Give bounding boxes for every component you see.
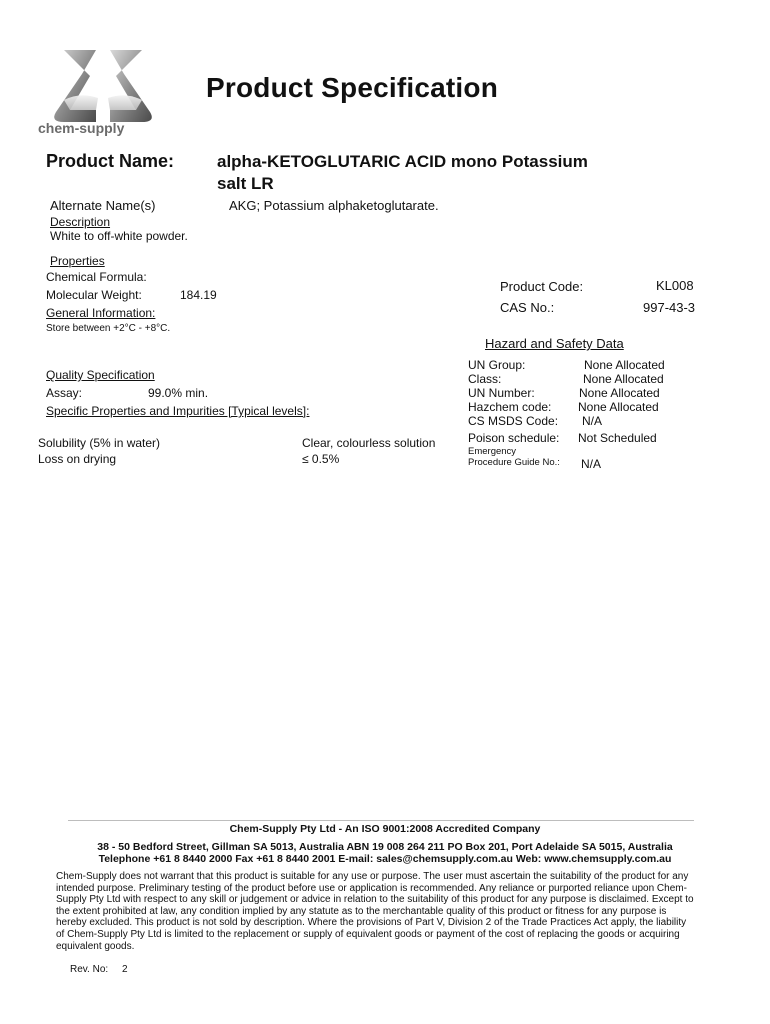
assay-value: 99.0% min. — [148, 386, 209, 400]
footer-disclaimer: Chem-Supply does not warrant that this product is suitable for any use or purpose. The user must ascertain the suitability of the product for any intended purpose. Preliminary testing of the product before use or application is recommended. Any reliance or purported reliance upon Chem-Supply Pty Ltd with respect to any skill or judgement or advice in relation to the suitability of this product for any purpose is disclaimed. Except to the extent prohibited at law, any condition implied by any statute as to the merchantable quality of this product or fitness for any purpose is hereby excluded. This product is not sold by description. Where the provisions of Part V, Division 2 of the Trade Practices Act apply, the liability of Chem-Supply Pty Ltd is limited to the replacement or supply of equivalent goods or payment of the cost of replacing the goods or acquiring equivalent goods. — [56, 871, 694, 952]
hazard-heading: Hazard and Safety Data — [485, 336, 624, 351]
chem-supply-logo — [34, 40, 174, 144]
alternate-names-value: AKG; Potassium alphaketoglutarate. — [229, 198, 439, 213]
cas-number-value: 997-43-3 — [643, 300, 696, 315]
hazard-row-label: Poison schedule: — [468, 431, 560, 445]
specific-properties-heading: Specific Properties and Impurities [Typical levels]: — [46, 404, 310, 418]
hazard-row-value: None Allocated — [584, 358, 665, 372]
molecular-weight-label: Molecular Weight: — [46, 288, 142, 302]
chemical-formula-label: Chemical Formula: — [46, 270, 147, 284]
footer-divider — [68, 820, 694, 821]
hazard-row-value: N/A — [582, 414, 603, 428]
emergency-label-line-1: Emergency — [468, 446, 517, 457]
product-code-label: Product Code: — [500, 279, 584, 294]
footer-address: 38 - 50 Bedford Street, Gillman SA 5013, Australia ABN 19 008 264 211 PO Box 201, Port Adelaide SA 5015, Australia — [97, 841, 673, 853]
description-value: White to off-white powder. — [50, 229, 188, 243]
product-name-value — [217, 151, 637, 195]
hazard-row-label: UN Number: — [468, 386, 535, 400]
emergency-label-line-2: Procedure Guide No.: — [468, 457, 560, 468]
hazard-row-label: Class: — [468, 372, 502, 386]
hazard-row-label: CS MSDS Code: — [468, 414, 559, 428]
hazard-row-label: UN Group: — [468, 358, 526, 372]
product-name-line-1: alpha-KETOGLUTARIC ACID mono Potassium — [217, 152, 588, 171]
product-name-line-2: salt LR — [217, 174, 274, 193]
product-code-value: KL008 — [656, 278, 694, 293]
assay-label: Assay: — [46, 386, 83, 400]
emergency-value: N/A — [581, 457, 602, 471]
description-heading: Description — [50, 215, 111, 229]
properties-heading: Properties — [50, 254, 105, 268]
spec-row-value: Clear, colourless solution — [302, 436, 436, 450]
molecular-weight-value: 184.19 — [180, 288, 217, 302]
storage-info: Store between +2°C - +8°C. — [46, 323, 171, 334]
alternate-names-label: Alternate Name(s) — [50, 198, 156, 213]
product-name-label: Product Name: — [46, 151, 175, 171]
footer-contact: Telephone +61 8 8440 2000 Fax +61 8 8440 2001 E-mail: sales@chemsupply.com.au Web: www.chemsupply.com.au — [98, 853, 672, 865]
hazard-row-label: Hazchem code: — [468, 400, 552, 414]
page-title: Product Specification — [206, 72, 499, 103]
spec-row-value: ≤ 0.5% — [302, 452, 340, 466]
spec-row-label: Loss on drying — [38, 452, 117, 466]
hazard-row-value: None Allocated — [578, 400, 659, 414]
general-information-heading: General Information: — [46, 306, 156, 320]
hazard-row-value: None Allocated — [583, 372, 664, 386]
revision-label: Rev. No: — [70, 964, 109, 975]
spec-row-label: Solubility (5% in water) — [38, 436, 161, 450]
quality-specification-heading: Quality Specification — [46, 368, 155, 382]
logo-wordmark: chem-supply — [38, 120, 125, 136]
hazard-row-value: Not Scheduled — [578, 431, 657, 445]
footer-company: Chem-Supply Pty Ltd - An ISO 9001:2008 Accredited Company — [229, 823, 541, 835]
revision-value: 2 — [122, 964, 128, 975]
hazard-row-value: None Allocated — [579, 386, 660, 400]
cas-number-label: CAS No.: — [500, 300, 555, 315]
